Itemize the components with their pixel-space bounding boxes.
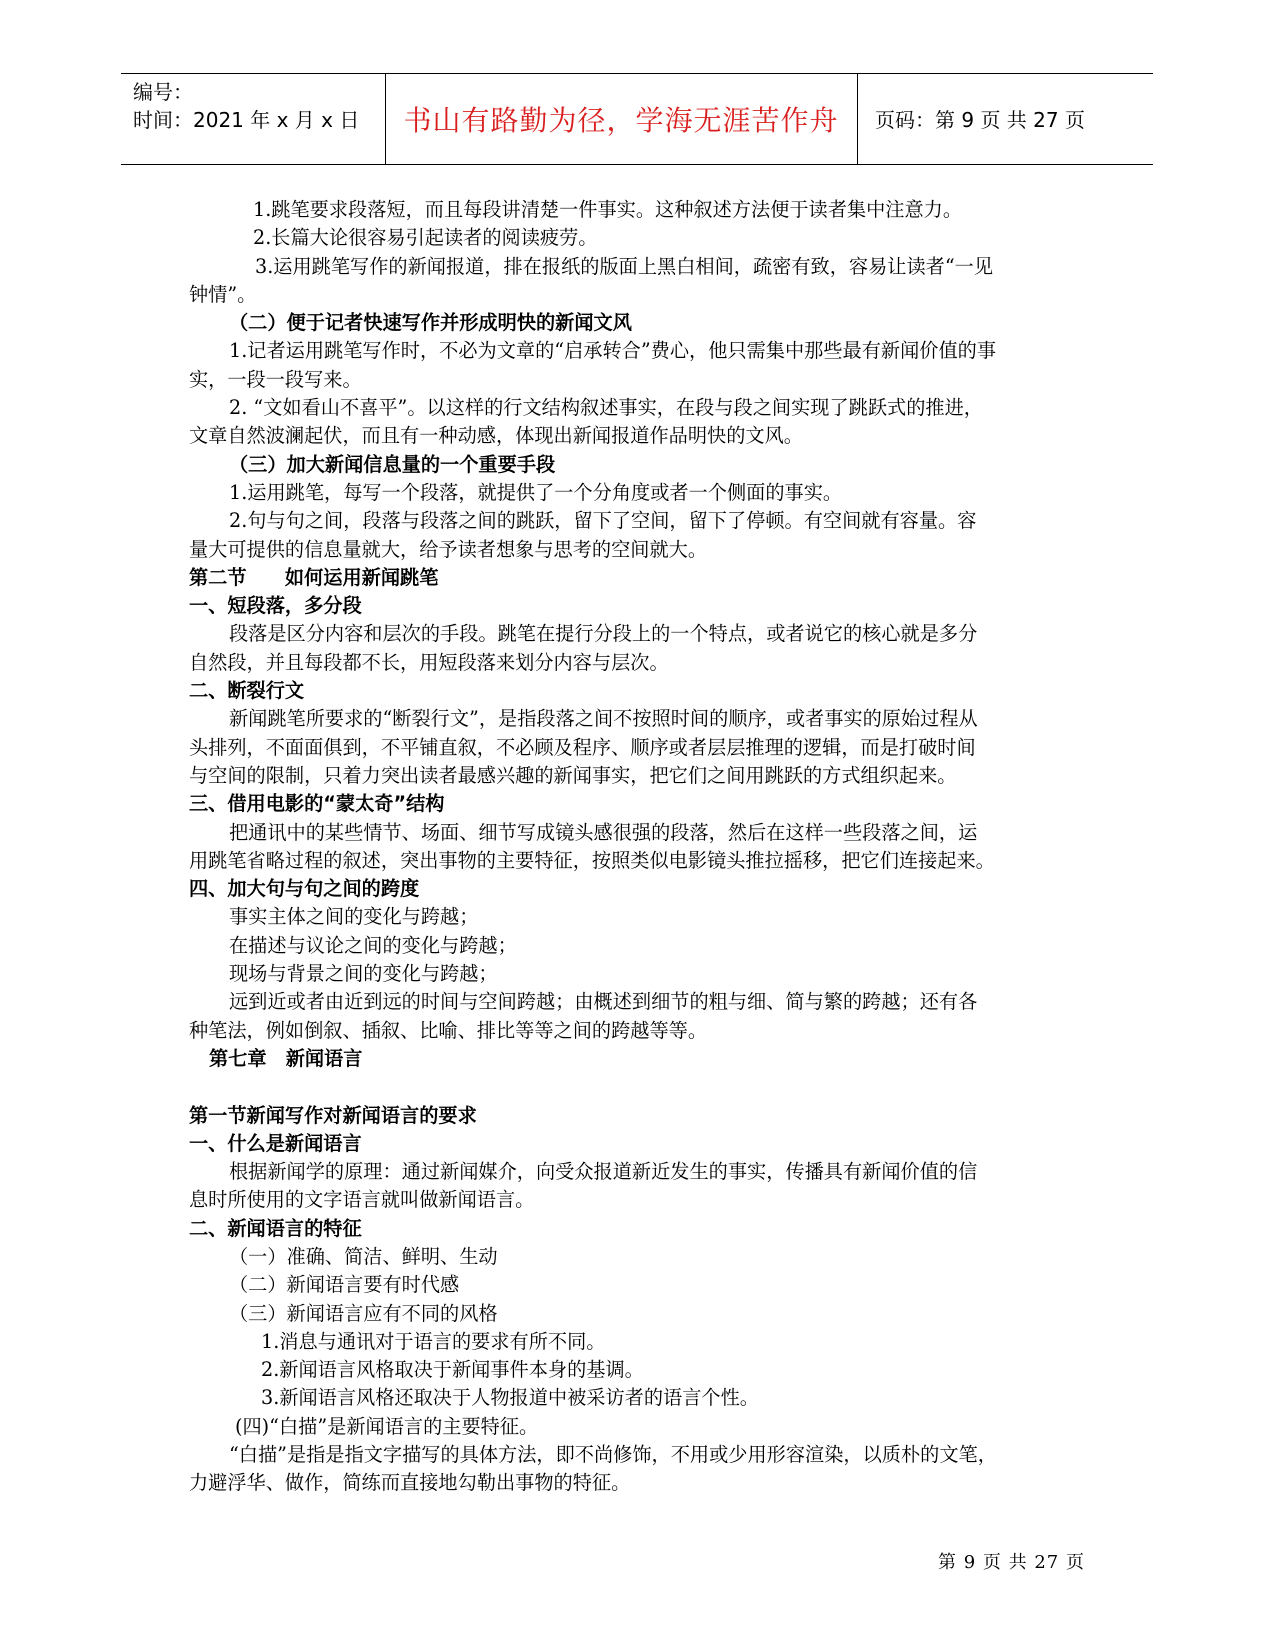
body-text-line: 在描述与议论之间的变化与跨越； — [229, 933, 517, 957]
header-page-info: 页码：第 9 页 共 27 页 — [875, 108, 1085, 132]
body-text-line — [189, 1073, 1089, 1101]
body-text-line: 与空间的限制，只着力突出读者最感兴趣的新闻事实，把它们之间用跳跃的方式组织起来。 — [189, 763, 957, 787]
document-time-label: 时间：2021 年 x 月 x 日 — [133, 108, 360, 132]
document-body — [189, 196, 1089, 1498]
body-text-line: 种笔法，例如倒叙、插叙、比喻、排比等等之间的跨越等等。 — [189, 1018, 708, 1042]
body-text-line: 头排列，不面面俱到，不平铺直叙，不必顾及程序、顺序或者层层推理的逻辑，而是打破时间 — [189, 735, 976, 759]
section-heading: 四、加大句与句之间的跨度 — [189, 877, 420, 901]
section-heading: 一、什么是新闻语言 — [189, 1131, 362, 1155]
body-text-line: 2.新闻语言风格取决于新闻事件本身的基调。 — [261, 1358, 644, 1382]
header-meta — [133, 78, 381, 162]
body-text-line: 新闻跳笔所要求的“断裂行文”，是指段落之间不按照时间的顺序，或者事实的原始过程从 — [229, 707, 978, 731]
body-text-line: 根据新闻学的原理：通过新闻媒介，向受众报道新近发生的事实，传播具有新闻价值的信 — [229, 1160, 978, 1184]
section-heading: 第一节新闻写作对新闻语言的要求 — [189, 1103, 477, 1127]
body-text-line: 力避浮华、做作，简练而直接地勾勒出事物的特征。 — [189, 1471, 631, 1495]
body-text-line: 钟情”。 — [189, 282, 257, 306]
body-text-line: 段落是区分内容和层次的手段。跳笔在提行分段上的一个特点，或者说它的核心就是多分 — [229, 622, 978, 646]
body-text-line: 实，一段一段写来。 — [189, 367, 362, 391]
body-text-line: 用跳笔省略过程的叙述，突出事物的主要特征，按照类似电影镜头推拉摇移，把它们连接起来。 — [189, 848, 995, 872]
body-text-line: (四)“白描”是新闻语言的主要特征。 — [235, 1414, 539, 1438]
section-heading: 二、新闻语言的特征 — [189, 1216, 362, 1240]
section-heading: （二）便于记者快速写作并形成明快的新闻文风 — [229, 311, 632, 335]
body-text-line: （一）准确、简洁、鲜明、生动 — [229, 1244, 498, 1268]
body-text-line: 1.跳笔要求段落短，而且每段讲清楚一件事实。这种叙述方法便于读者集中注意力。 — [253, 198, 963, 221]
body-text-line: 2. “文如看山不喜平”。以这样的行文结构叙述事实，在段与段之间实现了跳跃式的推进， — [229, 396, 983, 420]
body-text-line: 现场与背景之间的变化与跨越； — [229, 962, 498, 986]
body-text-line: 息时所使用的文字语言就叫做新闻语言。 — [189, 1188, 535, 1212]
body-text-line: 3.运用跳笔写作的新闻报道，排在报纸的版面上黑白相间，疏密有致，容易让读者“一见 — [255, 254, 994, 278]
body-text-line: （二）新闻语言要有时代感 — [229, 1273, 460, 1297]
body-text-line: 量大可提供的信息量就大，给予读者想象与思考的空间就大。 — [189, 537, 708, 561]
section-heading: （三）加大新闻信息量的一个重要手段 — [229, 452, 556, 476]
body-text-line: 1.运用跳笔，每写一个段落，就提供了一个分角度或者一个侧面的事实。 — [229, 480, 843, 504]
body-text-line: 2.长篇大论很容易引起读者的阅读疲劳。 — [253, 226, 598, 250]
body-text-line: 把通讯中的某些情节、场面、细节写成镜头感很强的段落，然后在这样一些段落之间，运 — [229, 820, 978, 844]
section-heading: 一、短段落，多分段 — [189, 594, 362, 618]
section-heading: 第二节 如何运用新闻跳笔 — [189, 565, 439, 589]
body-text-line: 文章自然波澜起伏，而且有一种动感，体现出新闻报道作品明快的文风。 — [189, 424, 803, 448]
body-text-line: 自然段，并且每段都不长，用短段落来划分内容与层次。 — [189, 650, 669, 674]
document-number-label: 编号： — [133, 80, 193, 104]
section-heading: 二、断裂行文 — [189, 679, 305, 703]
page-footer: 第 9 页 共 27 页 — [938, 1552, 1085, 1573]
page-header — [121, 73, 1153, 165]
body-text-line: 1.消息与通讯对于语言的要求有所不同。 — [261, 1329, 606, 1353]
body-text-line: “白描”是指是指文字描写的具体方法，即不尚修饰，不用或少用形容渲染，以质朴的文笔， — [229, 1443, 997, 1467]
body-text-line: 3.新闻语言风格还取决于人物报道中被采访者的语言个性。 — [261, 1386, 759, 1410]
body-text-line: 2.句与句之间，段落与段落之间的跳跃，留下了空间，留下了停顿。有空间就有容量。容 — [229, 509, 977, 533]
body-text-line: 远到近或者由近到远的时间与空间跨越；由概述到细节的粗与细、简与繁的跨越；还有各 — [229, 990, 978, 1014]
body-text-line: 事实主体之间的变化与跨越； — [229, 905, 479, 929]
body-text-line: （三）新闻语言应有不同的风格 — [229, 1301, 498, 1325]
header-motto: 书山有路勤为径，学海无涯苦作舟 — [403, 103, 839, 137]
section-heading: 第七章 新闻语言 — [209, 1046, 363, 1070]
section-heading: 三、借用电影的“蒙太奇”结构 — [189, 792, 445, 816]
body-text-line: 1.记者运用跳笔写作时，不必为文章的“启承转合”费心，他只需集中那些最有新闻价值的事 — [229, 339, 997, 363]
header-divider-right — [857, 74, 858, 164]
